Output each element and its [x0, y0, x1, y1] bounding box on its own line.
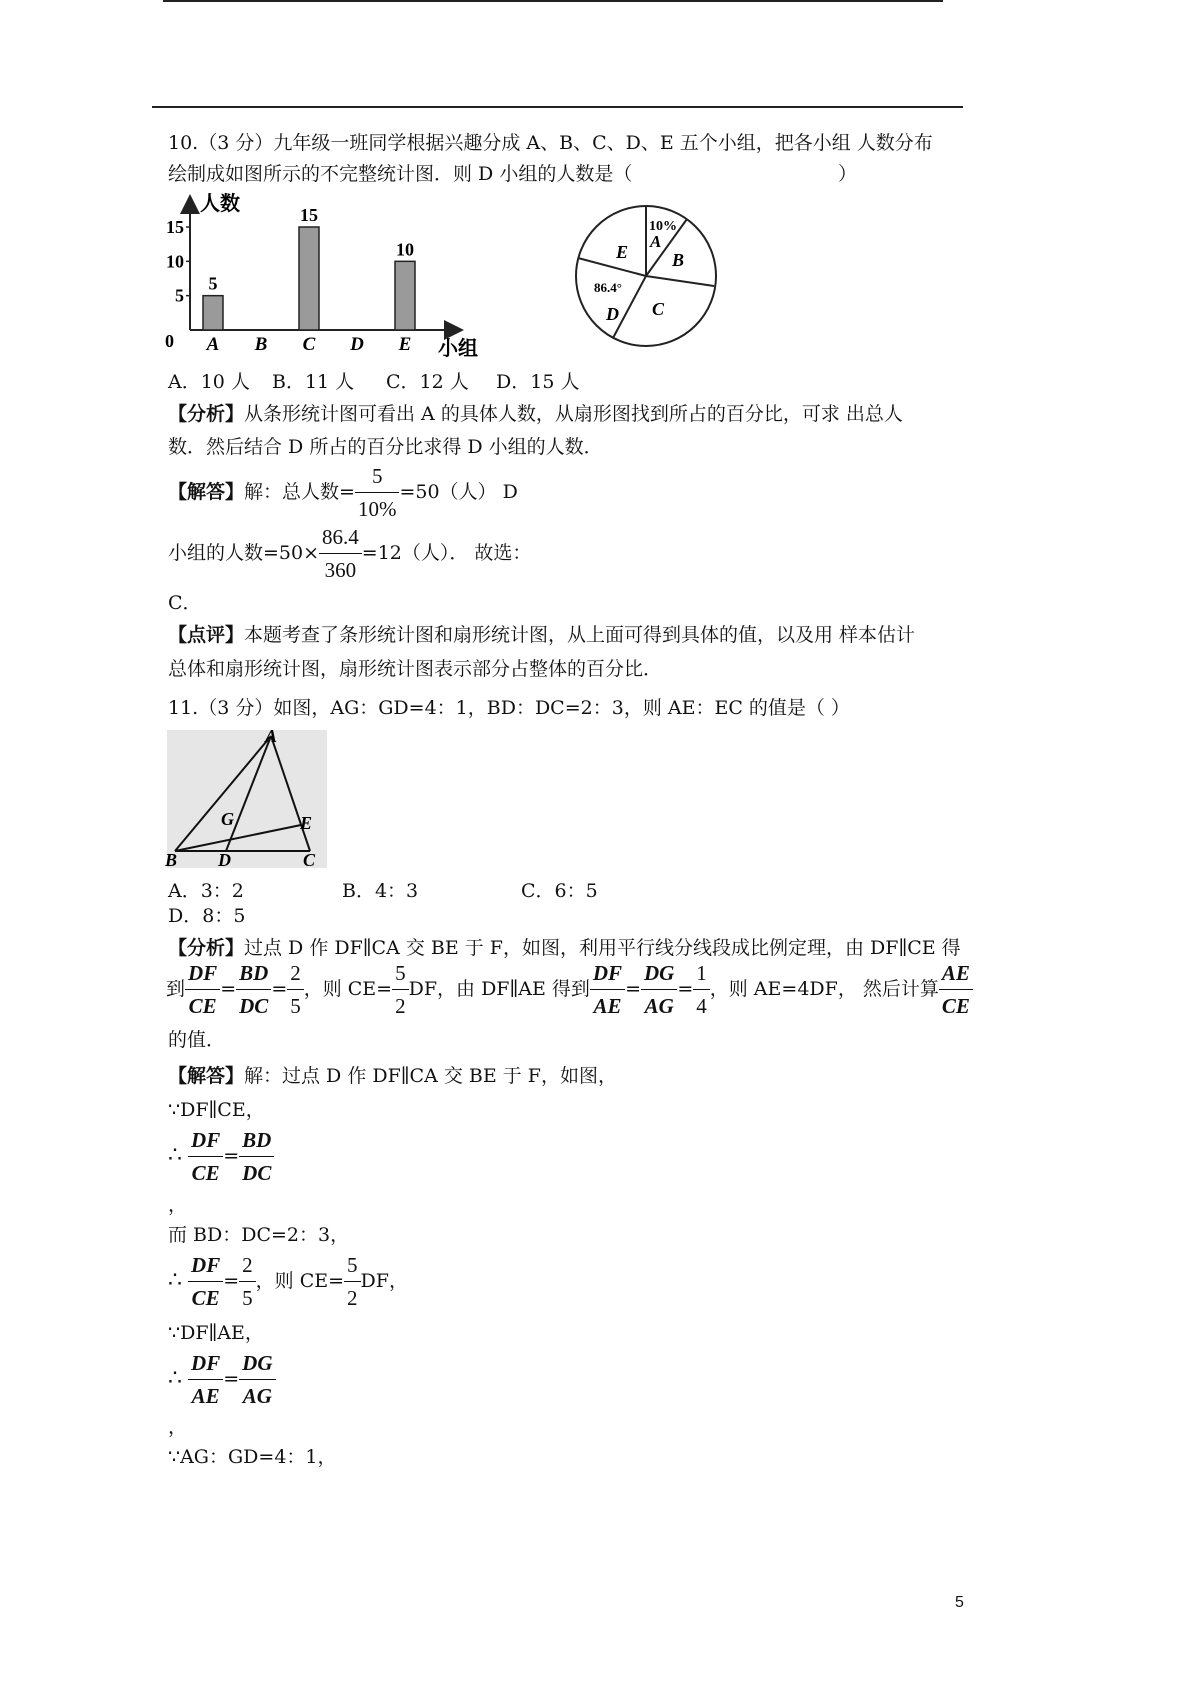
pie-chart — [570, 200, 722, 352]
bar-chart — [160, 190, 490, 365]
q11-because-2: ∵DF∥AE， — [168, 1322, 264, 1344]
q11-stem: 11.（3 分）如图，AG：GD=4：1，BD：DC=2：3，则 AE：EC 的值是（ ） — [168, 697, 850, 719]
bar-data-label-E: 10 — [396, 239, 414, 260]
q11-given-bd-dc: 而 BD：DC=2：3， — [168, 1224, 350, 1246]
q11-analysis-tag: 【分析】 — [168, 937, 245, 959]
q10-comment-tag: 【点评】 — [168, 624, 245, 646]
frac-dg-ag: $\frac{DG}{AG}$ — [641, 963, 677, 1017]
bar-E — [395, 261, 415, 330]
q11-solution-tag: 【解答】 — [168, 1065, 245, 1087]
point-label-e: E — [300, 813, 313, 833]
frac-bd-dc: $\frac{BD}{DC}$ — [236, 963, 271, 1017]
q10-stem-line1: 10.（3 分）九年级一班同学根据兴趣分成 A、B、C、D、E 五个小组，把各小组 人数分布 — [168, 132, 933, 154]
q10-solution-post: =50（人） D — [399, 481, 518, 503]
frac-5-2: $\frac{5}{2}$ — [392, 963, 409, 1017]
q11-comma-2: ， — [168, 1416, 188, 1438]
q10-option-c: C．12 人 — [386, 371, 469, 393]
frac-df-ce: $\frac{DF}{CE}$ — [185, 963, 220, 1017]
point-label-d: D — [218, 850, 231, 870]
bar-data-label-C: 15 — [300, 205, 318, 225]
pie-value-d: 86.4° — [594, 280, 622, 295]
point-label-b: B — [165, 850, 178, 870]
y-tick-label-2: 10 — [166, 251, 184, 272]
q11-solution-text1: 解：过点 D 作 DF∥CA 交 BE 于 F，如图， — [244, 1065, 617, 1087]
q10-solution-tag: 【解答】 — [168, 481, 245, 503]
q11-option-b: B．4：3 — [342, 880, 419, 902]
q10-option-a: A．10 人 — [168, 371, 250, 393]
frac-2-5: $\frac{2}{5}$ — [287, 963, 304, 1017]
bar-A — [203, 296, 223, 330]
q11-solution-line1 — [168, 1061, 617, 1088]
page-number: 5 — [955, 1594, 964, 1611]
q11-analysis-line2: 到 $\frac{DF}{CE}$ = $\frac{BD}{DC}$ = $\frac{2}{5}$ ，则 CE= $\frac{5}{2}$ DF，由 DF∥AE 得到 $\frac{DF}{AE}$ = $\frac{DG}{AG}$ = $\frac{1}{4}$ ，则 AE=4DF， 然后计算 $\frac{AE}{CE}$ — [166, 963, 973, 1017]
y-tick-label-1: 5 — [175, 285, 184, 306]
q11-analysis-line3: 的值． — [168, 1029, 226, 1051]
pie-label-c: C — [652, 299, 665, 319]
y-tick-label-3: 15 — [166, 217, 184, 237]
frac-1-4: $\frac{1}{4}$ — [693, 963, 710, 1017]
q11-proportion-1: ∴ $\frac{DF}{CE}$ = $\frac{BD}{DC}$ — [168, 1130, 274, 1184]
frac-df-ae: $\frac{DF}{AE}$ — [590, 963, 625, 1017]
header-rule — [152, 106, 963, 108]
q10-solution-line1 — [168, 466, 518, 520]
q10-line2-post: =12（人）． 故选： — [361, 542, 532, 564]
y-tick-label-0: 0 — [165, 331, 174, 351]
header-top-rule — [163, 0, 943, 2]
q10-answer: C． — [168, 592, 202, 614]
bar-C — [299, 227, 319, 330]
q10-solution-line2 — [168, 527, 531, 581]
pie-label-e: E — [616, 242, 629, 262]
x-category-label-C: C — [302, 334, 316, 355]
x-category-label-E: E — [398, 334, 412, 355]
pie-label-b: B — [672, 250, 685, 270]
triangle-figure — [163, 728, 333, 873]
q11-proportion-2: ∴ $\frac{DF}{CE}$ = $\frac{2}{5}$ ，则 CE= $\frac{5}{2}$ DF， — [168, 1253, 408, 1310]
q11-analysis-line1 — [168, 933, 961, 960]
pie-value-a: 10% — [649, 219, 677, 234]
q10-analysis-tag: 【分析】 — [168, 403, 245, 425]
q11-option-a: A．3：2 — [168, 880, 244, 902]
q10-analysis-line2: 数．然后结合 D 所占的百分比求得 D 小组的人数． — [168, 436, 603, 458]
q10-option-b: B．11 人 — [272, 371, 355, 393]
q11-analysis-text1: 过点 D 作 DF∥CA 交 BE 于 F，如图，利用平行线分线段成比例定理，由 DF∥CE 得 — [244, 937, 961, 959]
q11-comma-1: ， — [168, 1194, 188, 1216]
q10-solution-pre: 解：总人数= — [244, 481, 355, 503]
bar-chart-xlabel: 小组 — [438, 338, 478, 360]
q11-proportion-3: ∴ $\frac{DF}{AE}$ = $\frac{DG}{AG}$ — [168, 1353, 276, 1407]
pie-label-d: D — [606, 304, 619, 324]
q11-option-d: D．8：5 — [168, 905, 246, 927]
q11-option-c: C．6：5 — [521, 880, 598, 902]
q11-because-1: ∵DF∥CE， — [168, 1099, 265, 1121]
bar-chart-ylabel: 人数 — [200, 193, 240, 215]
q10-analysis-line1 — [168, 399, 903, 426]
q10-stem-close: ） — [838, 163, 858, 185]
q10-comment-line1 — [168, 620, 915, 647]
q10-option-d: D．15 人 — [496, 371, 580, 393]
bar-data-label-A: 5 — [208, 273, 218, 294]
q10-comment-text1: 本题考查了条形统计图和扇形统计图，从上面可得到具体的值，以及用 样本估计 — [244, 624, 916, 646]
point-label-c: C — [303, 850, 316, 870]
pie-label-a: A — [650, 232, 662, 251]
point-label-a: A — [265, 728, 278, 746]
q10-stem-line2: 绘制成如图所示的不完整统计图．则 D 小组的人数是（ — [168, 163, 633, 185]
q10-comment-line2: 总体和扇形统计图，扇形统计图表示部分占整体的百分比． — [168, 658, 663, 680]
x-category-label-D: D — [350, 334, 364, 355]
frac-ae-ce: $\frac{AE}{CE}$ — [939, 963, 973, 1017]
point-label-g: G — [221, 809, 234, 829]
q11-because-3: ∵AG：GD=4：1， — [168, 1446, 337, 1468]
q10-fraction-d: $\frac{86.4}{360}$ — [319, 527, 362, 581]
x-category-label-B: B — [254, 334, 268, 355]
q10-fraction-total: $\frac{5}{10\%}$ — [355, 466, 400, 520]
q10-analysis-text1: 从条形统计图可看出 A 的具体人数，从扇形图找到所占的百分比，可求 出总人 — [244, 403, 903, 425]
q10-line2-pre: 小组的人数=50× — [168, 542, 320, 564]
x-category-label-A: A — [206, 334, 220, 355]
